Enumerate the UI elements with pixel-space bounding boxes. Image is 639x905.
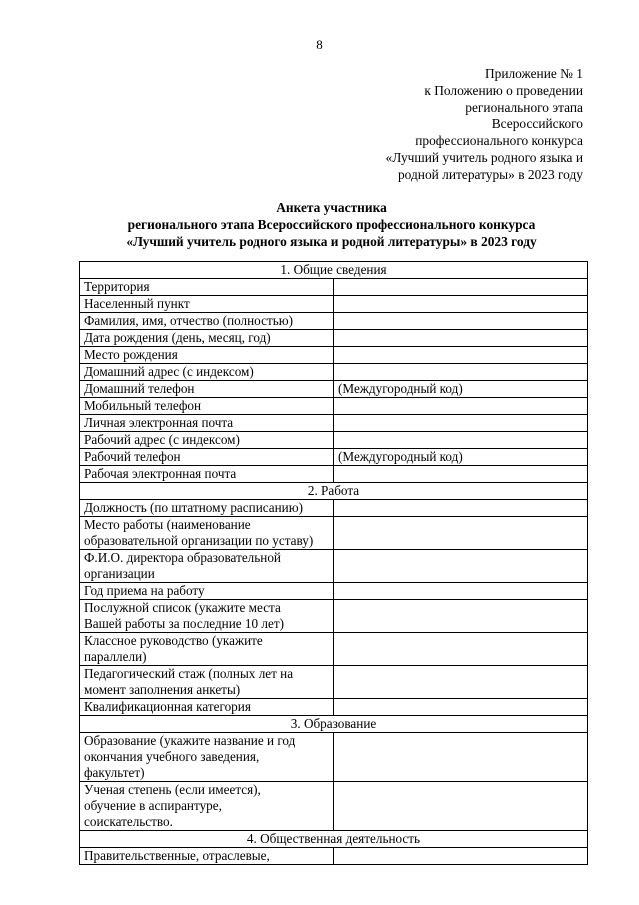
field-label-line: Педагогический стаж (полных лет на — [84, 666, 294, 681]
section-heading: 4. Общественная деятельность — [80, 831, 588, 848]
questionnaire-body — [80, 262, 588, 865]
table-row — [80, 848, 588, 865]
page-number: 8 — [316, 37, 323, 52]
field-label-line: Домашний телефон — [84, 381, 195, 396]
field-label — [80, 550, 334, 583]
field-label-line: Квалификационная категория — [84, 699, 251, 714]
field-label-line: обучение в аспирантуре, — [84, 798, 222, 813]
annex-block — [360, 66, 583, 184]
table-row — [80, 347, 588, 364]
table-row — [80, 279, 588, 296]
field-value[interactable] — [334, 848, 588, 865]
field-label-line: Домашний адрес (с индексом) — [84, 364, 254, 379]
field-label-line: момент заполнения анкеты) — [84, 682, 241, 697]
table-row — [80, 296, 588, 313]
form-title — [80, 199, 583, 250]
field-label-line: образовательной организации по уставу) — [84, 533, 314, 548]
section-header-row — [80, 716, 588, 733]
field-value[interactable] — [334, 500, 588, 517]
table-row — [80, 633, 588, 666]
field-value[interactable] — [334, 517, 588, 550]
annex-line: «Лучший учитель родного языка и — [385, 149, 583, 165]
field-label-line: соискательство. — [84, 814, 173, 829]
field-label-line: Мобильный телефон — [84, 398, 202, 413]
table-row — [80, 381, 588, 398]
section-heading: 2. Работа — [80, 483, 588, 500]
field-value[interactable] — [334, 699, 588, 716]
table-row — [80, 466, 588, 483]
table-row — [80, 550, 588, 583]
annex-line: Всероссийского — [491, 116, 583, 132]
field-label-line: Рабочий адрес (с индексом) — [84, 432, 240, 447]
field-label — [80, 449, 334, 466]
field-label-line: Должность (по штатному расписанию) — [84, 500, 303, 515]
field-value[interactable] — [334, 583, 588, 600]
field-value[interactable] — [334, 398, 588, 415]
field-value[interactable] — [334, 296, 588, 313]
field-label-line: Ученая степень (если имеется), — [84, 782, 261, 797]
annex-line: к Положению о проведении — [424, 82, 583, 98]
field-value[interactable] — [334, 550, 588, 583]
field-label-line: Образование (укажите название и год — [84, 733, 296, 748]
section-heading: 3. Образование — [80, 716, 588, 733]
field-value[interactable] — [334, 633, 588, 666]
field-label-line: Территория — [84, 279, 150, 294]
table-row — [80, 330, 588, 347]
section-header-row — [80, 483, 588, 500]
field-label — [80, 398, 334, 415]
field-label-line: Населенный пункт — [84, 296, 190, 311]
field-label — [80, 782, 334, 831]
field-label — [80, 313, 334, 330]
field-label — [80, 347, 334, 364]
table-row — [80, 449, 588, 466]
table-row — [80, 666, 588, 699]
table-row — [80, 583, 588, 600]
table-row — [80, 432, 588, 449]
field-label-line: Место работы (наименование — [84, 517, 251, 532]
form-title-line: «Лучший учитель родного языка и родной литературы» в 2023 году — [126, 234, 537, 249]
table-row — [80, 733, 588, 782]
field-value[interactable] — [334, 415, 588, 432]
field-label-line: Фамилия, имя, отчество (полностью) — [84, 313, 293, 328]
field-value[interactable] — [334, 364, 588, 381]
field-value[interactable] — [334, 782, 588, 831]
table-row — [80, 415, 588, 432]
field-label-line: Рабочий телефон — [84, 449, 181, 464]
field-label — [80, 296, 334, 313]
field-label — [80, 415, 334, 432]
table-row — [80, 500, 588, 517]
field-value[interactable] — [334, 733, 588, 782]
field-label-line: Год приема на работу — [84, 583, 205, 598]
field-label — [80, 699, 334, 716]
field-value[interactable] — [334, 666, 588, 699]
field-value[interactable]: (Междугородный код) — [334, 381, 588, 398]
field-label-line: окончания учебного заведения, — [84, 749, 260, 764]
field-value[interactable] — [334, 600, 588, 633]
field-value[interactable] — [334, 330, 588, 347]
field-label-line: организации — [84, 566, 155, 581]
field-label-line: Дата рождения (день, месяц, год) — [84, 330, 271, 345]
field-value[interactable] — [334, 279, 588, 296]
section-header-row — [80, 831, 588, 848]
field-value[interactable] — [334, 432, 588, 449]
field-label — [80, 848, 334, 865]
field-value[interactable]: (Междугородный код) — [334, 449, 588, 466]
field-label-line: Вашей работы за последние 10 лет) — [84, 616, 285, 631]
field-label — [80, 733, 334, 782]
section-heading: 1. Общие сведения — [80, 262, 588, 279]
field-label-line: Ф.И.О. директора образовательной — [84, 550, 281, 565]
field-value[interactable] — [334, 313, 588, 330]
field-label-line: факультет) — [84, 765, 145, 780]
field-label — [80, 466, 334, 483]
field-label — [80, 633, 334, 666]
field-label-line: Классное руководство (укажите — [84, 633, 263, 648]
field-label-line: Личная электронная почта — [84, 415, 234, 430]
field-label-line: параллели) — [84, 649, 147, 664]
field-value[interactable] — [334, 466, 588, 483]
field-label-line: Рабочая электронная почта — [84, 466, 237, 481]
table-row — [80, 600, 588, 633]
annex-line: Приложение № 1 — [484, 66, 583, 81]
table-row — [80, 699, 588, 716]
table-row — [80, 517, 588, 550]
field-label-line: Послужной список (укажите места — [84, 600, 281, 615]
section-header-row — [80, 262, 588, 279]
table-row — [80, 364, 588, 381]
field-label — [80, 500, 334, 517]
field-label — [80, 364, 334, 381]
form-title-line: Анкета участника — [276, 200, 387, 215]
field-label-line: Правительственные, отраслевые, — [84, 848, 270, 863]
field-label — [80, 583, 334, 600]
table-row — [80, 782, 588, 831]
field-label — [80, 330, 334, 347]
annex-line: профессионального конкурса — [415, 133, 583, 149]
field-label — [80, 600, 334, 633]
field-label — [80, 381, 334, 398]
table-row — [80, 313, 588, 330]
field-label — [80, 517, 334, 550]
questionnaire-table — [79, 261, 588, 865]
field-value[interactable] — [334, 347, 588, 364]
field-label — [80, 666, 334, 699]
field-label — [80, 279, 334, 296]
form-title-line: регионального этапа Всероссийского профессионального конкурса — [127, 217, 536, 232]
table-row — [80, 398, 588, 415]
annex-line: регионального этапа — [465, 99, 583, 115]
field-label — [80, 432, 334, 449]
annex-line: родной литературы» в 2023 году — [397, 166, 583, 182]
field-label-line: Место рождения — [84, 347, 178, 362]
